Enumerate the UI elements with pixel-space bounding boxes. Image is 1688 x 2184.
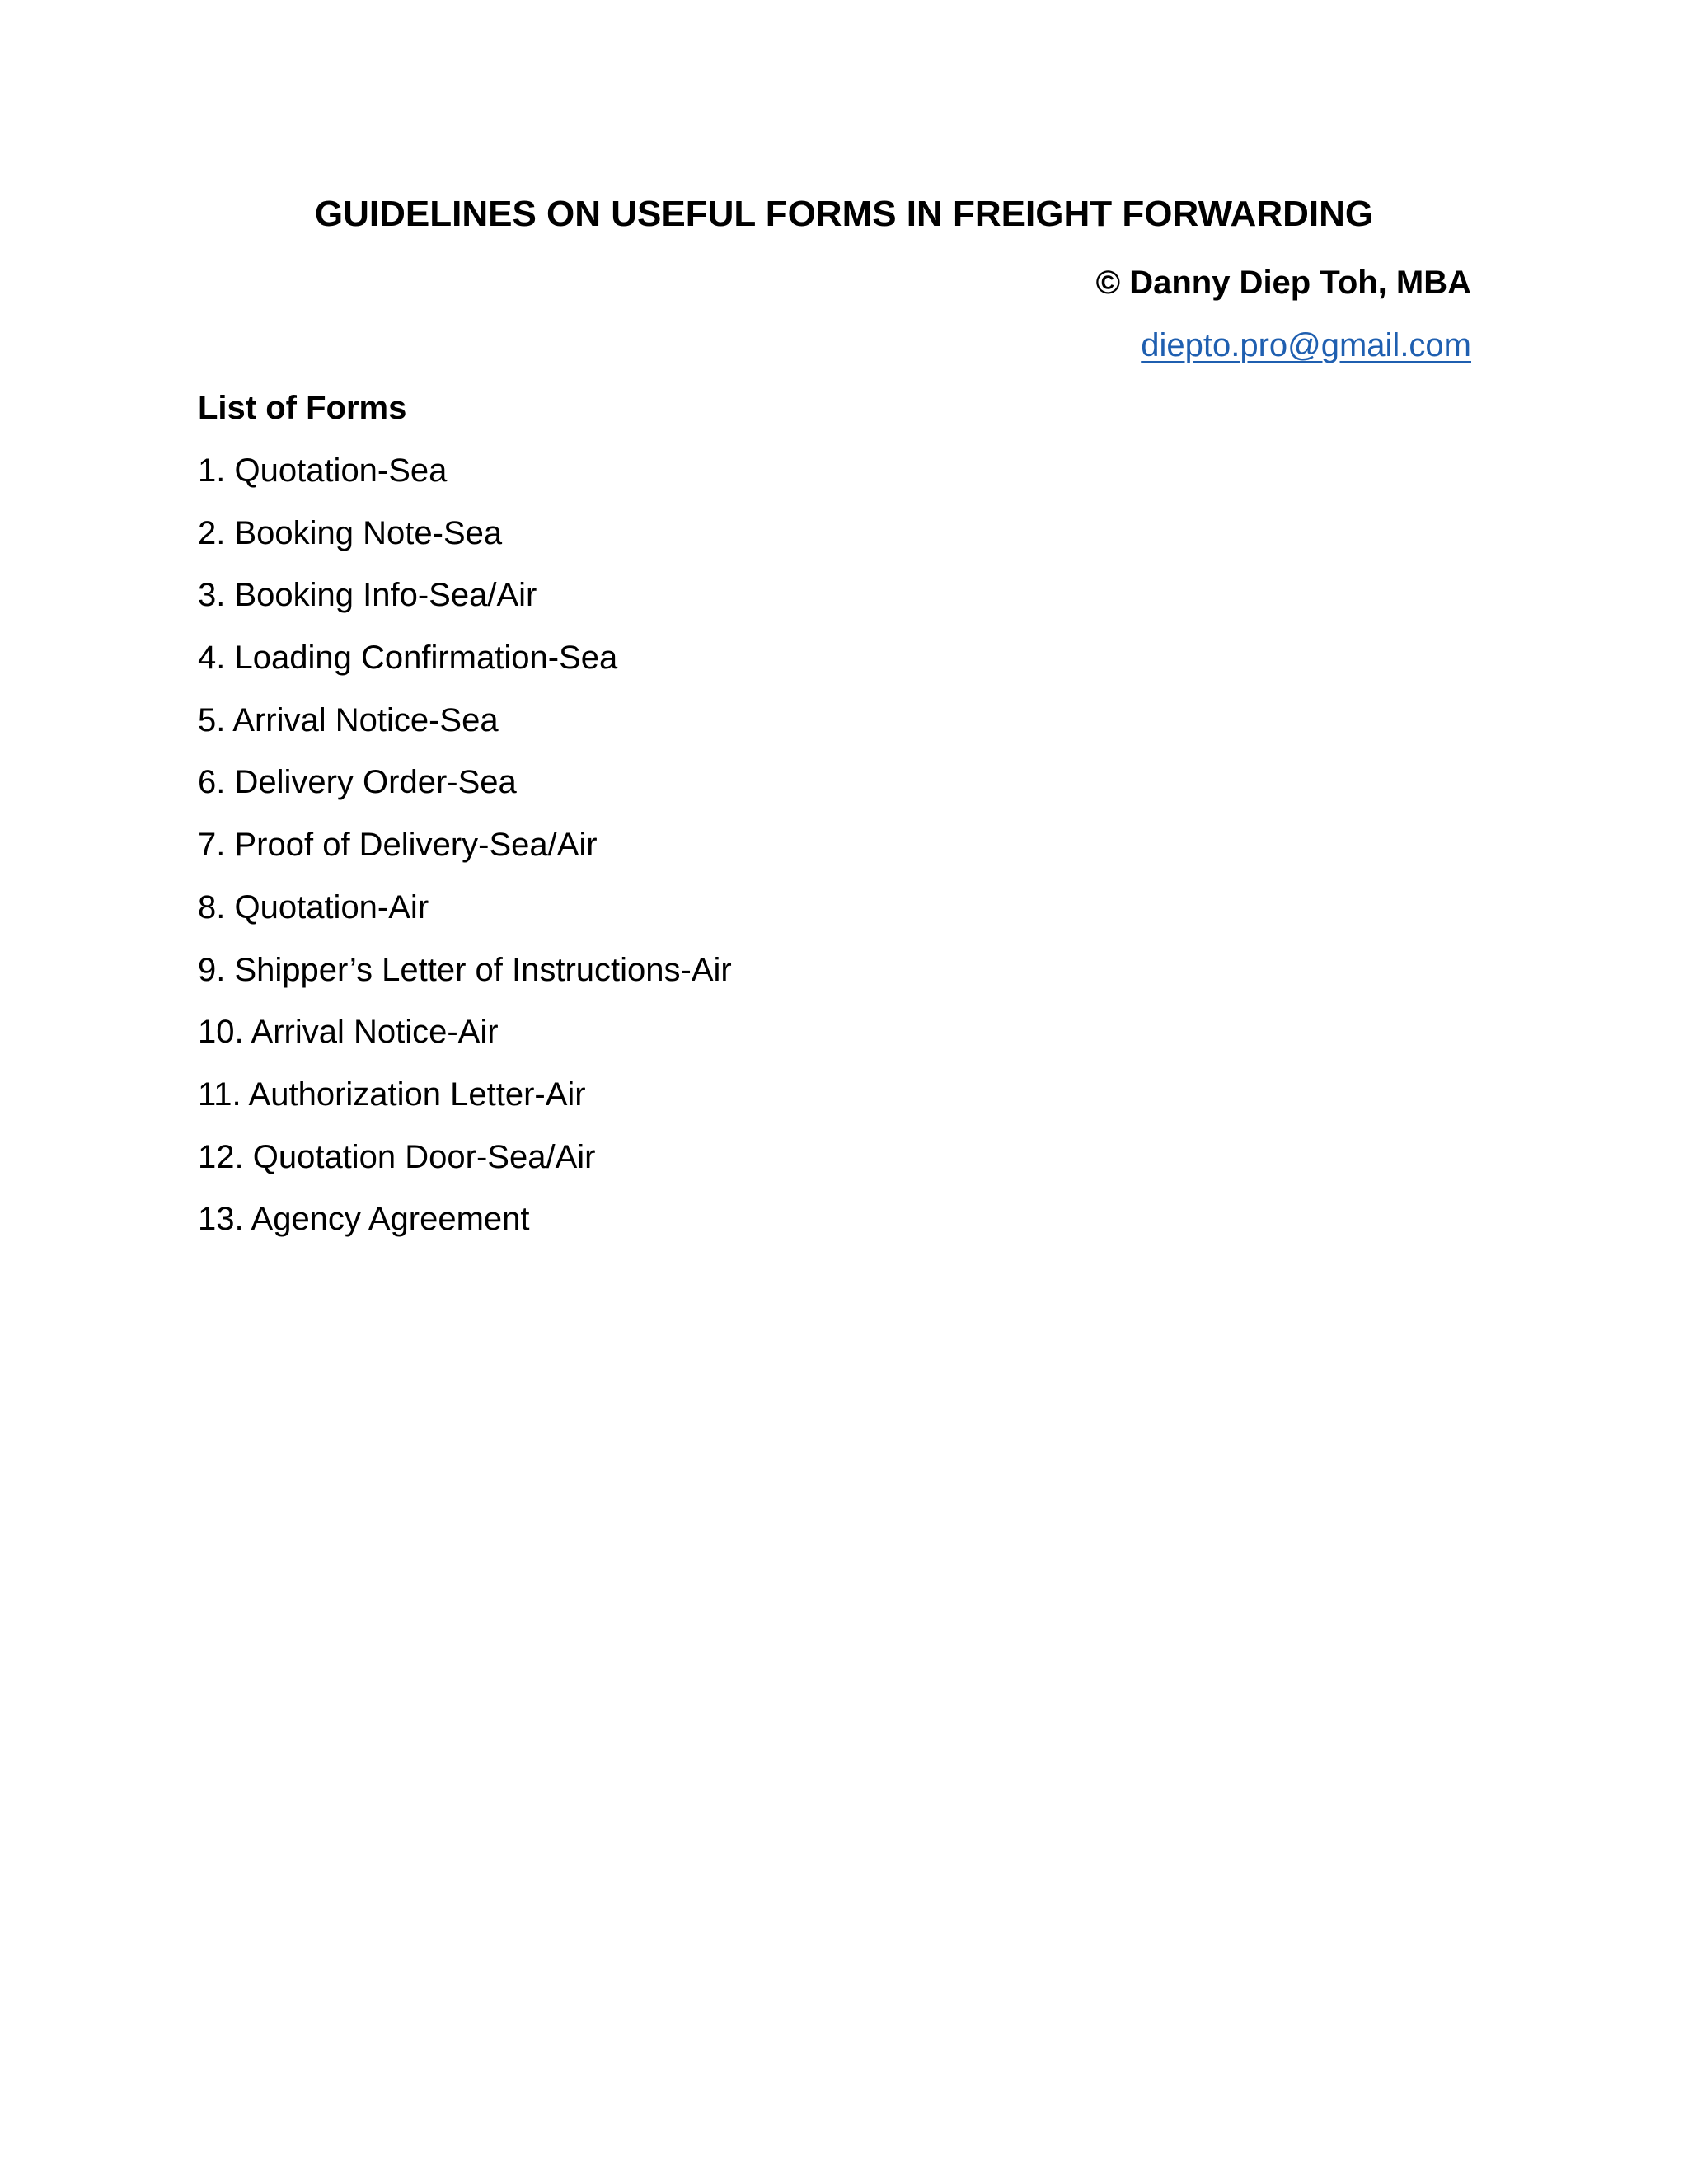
list-item: 4. Loading Confirmation-Sea (198, 640, 618, 677)
list-heading: List of Forms (198, 390, 407, 426)
list-item: 13. Agency Agreement (198, 1201, 530, 1238)
list-item: 5. Arrival Notice-Sea (198, 701, 499, 738)
author-line: © Danny Diep Toh, MBA (1095, 265, 1471, 301)
list-item: 3. Booking Info-Sea/Air (198, 577, 537, 614)
document-title: GUIDELINES ON USEFUL FORMS IN FREIGHT FORWARDING (314, 194, 1374, 234)
list-item: 6. Delivery Order-Sea (198, 764, 517, 801)
list-item: 11. Authorization Letter-Air (198, 1076, 586, 1113)
list-item: 2. Booking Note-Sea (198, 514, 503, 551)
forms-list (198, 450, 732, 1261)
list-item: 9. Shipper’s Letter of Instructions-Air (198, 951, 732, 988)
list-item: 8. Quotation-Air (198, 888, 429, 926)
list-item: 12. Quotation Door-Sea/Air (198, 1138, 596, 1175)
email-link[interactable]: diepto.pro@gmail.com (1141, 327, 1471, 363)
list-item: 10. Arrival Notice-Air (198, 1014, 499, 1051)
list-item: 7. Proof of Delivery-Sea/Air (198, 827, 598, 864)
list-item: 1. Quotation-Sea (198, 452, 448, 489)
